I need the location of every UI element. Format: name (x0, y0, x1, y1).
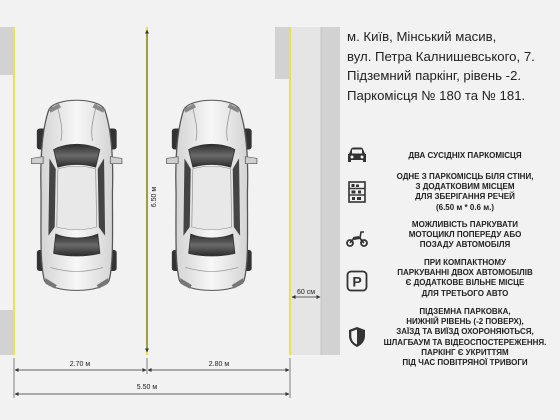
address-line-4: Паркомісця № 180 та № 181. (347, 87, 526, 103)
right-column (321, 27, 340, 355)
feature-1-line-1: ДВА СУСІДНІХ ПАРКОМІСЦЯ (408, 151, 522, 160)
left-wall-bottom (0, 310, 15, 355)
right-width-label: 2.80 м (208, 361, 230, 368)
car-right (167, 100, 257, 290)
svg-text:P: P (352, 273, 362, 290)
feature-2-line-3: ДЛЯ ЗБЕРІГАННЯ РЕЧЕЙ (415, 192, 515, 202)
feature-3-line-3: ПОЗАДУ АВТОМОБІЛЯ (419, 240, 511, 250)
left-width-label: 2.70 м (69, 361, 91, 368)
feature-5-line-1: ПІДЗЕМНА ПАРКОВКА, (419, 307, 511, 316)
shelves-icon (345, 180, 369, 204)
feature-5-line-5: ПАРКІНГ Є УКРИТТЯМ (421, 347, 509, 357)
address-block (347, 27, 559, 105)
address-line-1: м. Київ, Мінський масив, (347, 29, 497, 44)
feature-3-line-2: МОТОЦИКЛ ПОПЕРЕДУ АБО (408, 230, 522, 240)
feature-5-line-2: НИЖНІЙ РІВЕНЬ (-2 ПОВЕРХ), (406, 317, 524, 327)
feature-4-line-1: ПРИ КОМПАКТНОМУ (424, 258, 506, 267)
left-wall-top (0, 27, 15, 75)
right-wall (275, 27, 291, 79)
storage-zone (291, 27, 321, 355)
feature-2-line-4: (6.50 м * 0.6 м.) (435, 202, 495, 212)
feature-5-line-4: ШЛАГБАУМ ТА ВІДЕОСПОСТЕРЕЖЕННЯ. (383, 337, 547, 347)
feature-4-line-4: ДЛЯ ТРЕТЬОГО АВТО (421, 288, 509, 298)
car-left (32, 100, 122, 290)
car-icon (345, 143, 369, 167)
feature-3-line-1: МОЖЛИВІСТЬ ПАРКУВАТИ (411, 220, 519, 229)
feature-2-line-2: З ДОДАТКОВИМ МІСЦЕМ (415, 182, 515, 192)
address-line-3: Підземний паркінг, рівень -2. (347, 68, 522, 83)
total-width-label: 5.50 м (136, 384, 158, 391)
feature-2-line-1: ОДНЕ З ПАРКОМІСЦЬ БІЛЯ СТІНИ, (396, 172, 534, 181)
feature-4-line-2: ПАРКУВАННІ ДВОХ АВТОМОБІЛІВ (397, 268, 533, 278)
shield-icon (345, 325, 369, 349)
depth-label: 6.50 м (151, 186, 158, 208)
feature-5-line-6: ПІД ЧАС ПОВІТРЯНОЇ ТРИВОГИ (402, 358, 528, 368)
storage-gap-label: 60 см (296, 289, 316, 296)
parking-icon (345, 269, 369, 293)
feature-4-line-3: Є ДОДАТКОВЕ ВІЛЬНЕ МІСЦЕ (405, 278, 525, 288)
feature-5-line-3: ЗАЇЗД ТА ВИЇЗД ОХОРОНЯЮТЬСЯ, (396, 327, 534, 337)
address-line-2: вул. Петра Калнишевського, 7. (347, 48, 535, 64)
scooter-icon (345, 226, 369, 250)
